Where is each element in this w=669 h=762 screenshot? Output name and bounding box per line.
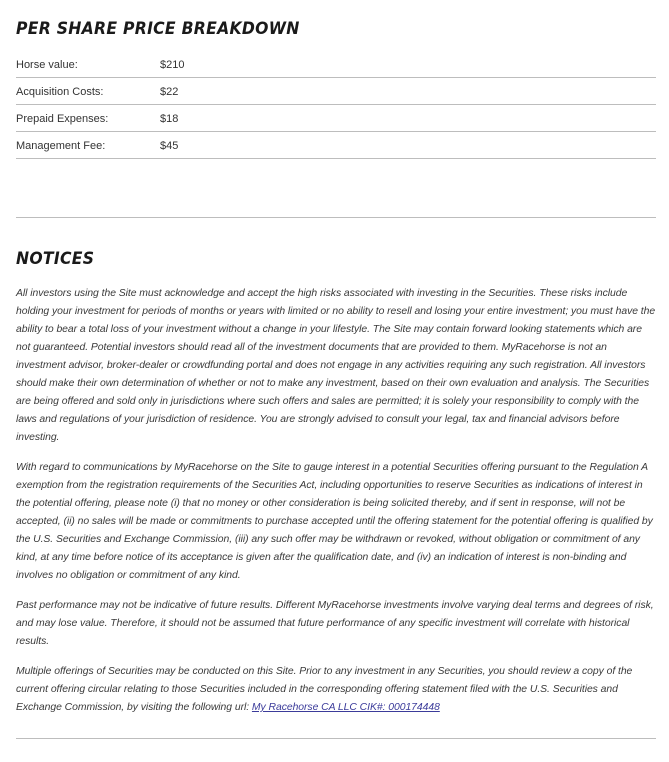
notice-paragraph-past-performance: Past performance may not be indicative of future results. Different MyRacehorse investments involve varying deal terms and degrees of risk, and may lose value. Therefore, it should not be assumed that future performance of any specific investment will correlate with historical results. (16, 600, 654, 647)
price-row-value: $45 (160, 139, 179, 152)
notice-paragraph-regulation-a: With regard to communications by MyRacehorse on the Site to gauge interest in a potential Securities offering pursuant to the Regulation A exemption from the registration requirements of the Securities Act, including opportunities to reserve Securities as indications of interest in the potential offering, please note (i) that no money or other consideration is being solicited thereby, and if sent in response, will not be accepted, (ii) no sales will be made or commitments to purchase accepted until the offering statement for the potential offering is qualified by the U.S. Securities and Exchange Commission, (iii) any such offer may be withdrawn or revoked, without obligation or commitment of any kind, at any time before notice of its acceptance is given after the qualification date, and (iv) an indication of interest is non-binding and involves no obligation or commitment of any kind. (16, 462, 653, 581)
price-row-label: Acquisition Costs: (16, 85, 104, 98)
price-row-label: Management Fee: (16, 139, 106, 152)
price-row-value: $210 (160, 59, 185, 71)
price-breakdown-title: PER SHARE PRICE BREAKDOWN (16, 19, 300, 39)
price-row-value: $18 (160, 112, 179, 125)
section-divider (16, 217, 656, 218)
notice-paragraph-risks: All investors using the Site must acknowledge and accept the high risks associated with investing in the Securities. These risks include holding your investment for periods of months or years with limited or no ability to resell and losing your entire investment; you must have the ability to bear a total loss of your investment without a change in your lifestyle. The Site may contain forward looking statements which are not guaranteed. Potential investors should read all of the investment documents that are provided to them. MyRacehorse is not an investment advisor, broker-dealer or crowdfunding portal and does not engage in any activities requiring any such registration. All investors should make their own determination of whether or not to make any investment, based on their own evaluation and analysis. The Securities are being offered and sold only in jurisdictions where such offers and sales are permitted; it is solely your responsibility to comply with the laws and regulations of your jurisdiction of residence. You are strongly advised to consult your legal, tax and financial advisors before investing. (16, 288, 656, 443)
price-row-label: Horse value: (16, 59, 78, 71)
notice-paragraph-offerings (16, 663, 657, 717)
price-row-value: $22 (160, 85, 179, 98)
notices-body (16, 285, 657, 729)
bottom-divider (16, 738, 656, 739)
price-row-horse-value (16, 52, 656, 78)
notices-title: NOTICES (16, 249, 95, 269)
price-breakdown-table (16, 52, 656, 159)
notice-offerings-text: Multiple offerings of Securities may be conducted on this Site. Prior to any investment in any Securities, you should review a copy of the current offering circular relating to those Securities included in the corresponding offering statement filed with the U.S. Securities and Exchange Commission, by visiting the following url: (16, 666, 633, 713)
offering-cik-link[interactable]: My Racehorse CA LLC CIK#: 000174448 (251, 702, 440, 713)
price-row-label: Prepaid Expenses: (16, 112, 109, 125)
price-row-management-fee (16, 132, 656, 159)
price-row-acquisition-costs (16, 78, 656, 105)
price-row-prepaid-expenses (16, 105, 656, 132)
